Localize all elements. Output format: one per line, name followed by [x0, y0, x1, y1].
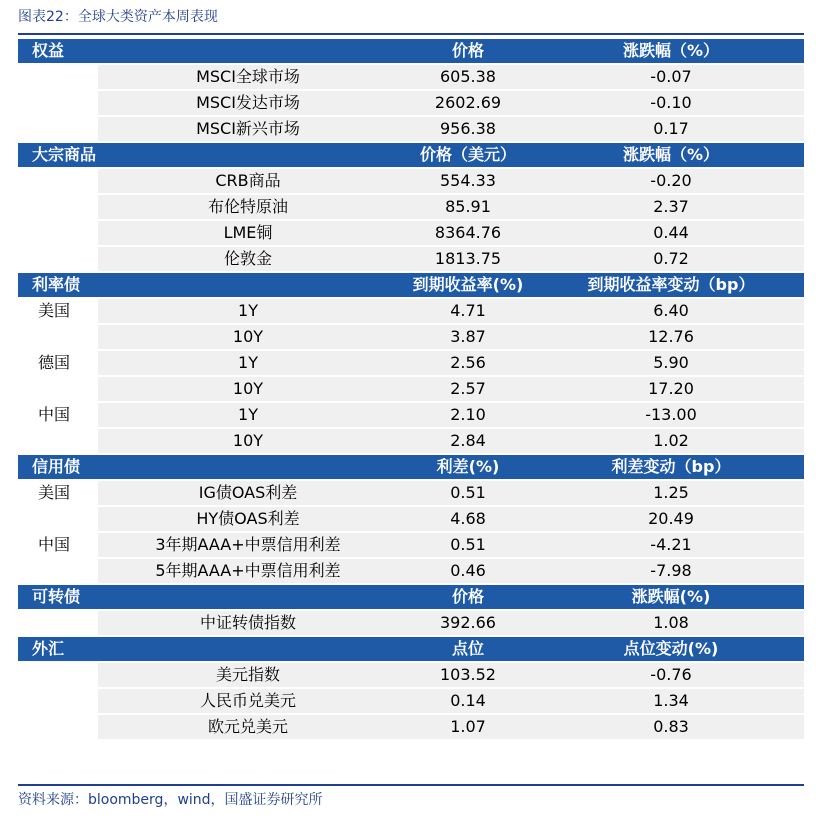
table-row: [18, 247, 804, 271]
table-cell: [18, 221, 98, 245]
table-cell: 17.20: [538, 377, 804, 401]
table-cell: [18, 169, 98, 193]
header-cell: [98, 143, 398, 167]
table-cell: [18, 559, 98, 583]
table-cell: [18, 117, 98, 141]
table-cell: 0.51: [398, 533, 538, 557]
header-cell: 价格（美元）: [398, 143, 538, 167]
table-cell: 德国: [18, 351, 98, 375]
bottom-rule: [18, 784, 804, 786]
table-cell: HY债OAS利差: [98, 507, 398, 531]
table-cell: [18, 429, 98, 453]
table-cell: 85.91: [398, 195, 538, 219]
table-cell: 956.38: [398, 117, 538, 141]
table-row: [18, 689, 804, 713]
table-cell: [18, 325, 98, 349]
table-cell: 1.02: [538, 429, 804, 453]
table-cell: 美元指数: [98, 663, 398, 687]
table-cell: 1.07: [398, 715, 538, 739]
table-cell: [18, 663, 98, 687]
table-cell: 1Y: [98, 351, 398, 375]
section-header: [18, 455, 804, 479]
table-cell: 中证转债指数: [98, 611, 398, 635]
figure-title: 图表22：全球大类资产本周表现: [18, 9, 218, 25]
table-cell: 欧元兑美元: [98, 715, 398, 739]
table-row: [18, 559, 804, 583]
table-cell: 1.25: [538, 481, 804, 505]
header-cell: [98, 39, 398, 63]
header-cell: 价格: [398, 39, 538, 63]
table-cell: 103.52: [398, 663, 538, 687]
header-cell: 利差变动（bp）: [538, 455, 804, 479]
table-row: [18, 533, 804, 557]
table-cell: MSCI发达市场: [98, 91, 398, 115]
table-cell: -7.98: [538, 559, 804, 583]
table-row: [18, 221, 804, 245]
table-row: [18, 611, 804, 635]
header-cell: [98, 455, 398, 479]
header-cell: 外汇: [18, 637, 98, 661]
table-row: [18, 663, 804, 687]
table-cell: 0.51: [398, 481, 538, 505]
header-cell: 到期收益率(%): [398, 273, 538, 297]
header-cell: 涨跌幅(%): [538, 585, 804, 609]
table-row: [18, 91, 804, 115]
table-row: [18, 169, 804, 193]
table-row: [18, 507, 804, 531]
table-cell: 美国: [18, 481, 98, 505]
table-cell: 10Y: [98, 429, 398, 453]
header-cell: 权益: [18, 39, 98, 63]
table-cell: CRB商品: [98, 169, 398, 193]
table-cell: 10Y: [98, 325, 398, 349]
table-cell: 伦敦金: [98, 247, 398, 271]
header-cell: [98, 585, 398, 609]
table-cell: 布伦特原油: [98, 195, 398, 219]
table-cell: -13.00: [538, 403, 804, 427]
header-cell: 大宗商品: [18, 143, 98, 167]
header-cell: 价格: [398, 585, 538, 609]
table-row: [18, 481, 804, 505]
table-cell: 2.10: [398, 403, 538, 427]
header-cell: 利率债: [18, 273, 98, 297]
table-cell: LME铜: [98, 221, 398, 245]
table-cell: [18, 507, 98, 531]
table-cell: 3.87: [398, 325, 538, 349]
table-cell: 20.49: [538, 507, 804, 531]
asset-performance-table: [18, 37, 804, 741]
table-cell: IG债OAS利差: [98, 481, 398, 505]
table-cell: 554.33: [398, 169, 538, 193]
table-cell: 2.57: [398, 377, 538, 401]
source-note: 资料来源：bloomberg，wind，国盛证券研究所: [18, 792, 323, 808]
header-cell: 涨跌幅（%）: [538, 143, 804, 167]
table-cell: 1Y: [98, 299, 398, 323]
table-cell: 392.66: [398, 611, 538, 635]
section-header: [18, 637, 804, 661]
header-cell: 信用债: [18, 455, 98, 479]
table-cell: 0.14: [398, 689, 538, 713]
section-header: [18, 143, 804, 167]
table-cell: 1813.75: [398, 247, 538, 271]
table-cell: 2.37: [538, 195, 804, 219]
table-cell: [18, 65, 98, 89]
table-cell: 2.84: [398, 429, 538, 453]
header-cell: 可转债: [18, 585, 98, 609]
header-cell: [98, 273, 398, 297]
table-cell: 中国: [18, 533, 98, 557]
table-cell: 中国: [18, 403, 98, 427]
table-cell: 8364.76: [398, 221, 538, 245]
table-cell: 美国: [18, 299, 98, 323]
table-cell: -4.21: [538, 533, 804, 557]
top-rule: [18, 33, 804, 35]
section-header: [18, 585, 804, 609]
header-cell: 点位: [398, 637, 538, 661]
table-row: [18, 325, 804, 349]
table-cell: 5.90: [538, 351, 804, 375]
header-cell: [98, 637, 398, 661]
section-header: [18, 273, 804, 297]
table-row: [18, 117, 804, 141]
header-cell: 点位变动(%): [538, 637, 804, 661]
table-cell: 人民币兑美元: [98, 689, 398, 713]
table-cell: 1.34: [538, 689, 804, 713]
header-cell: 涨跌幅（%）: [538, 39, 804, 63]
table-cell: 6.40: [538, 299, 804, 323]
table-cell: 1Y: [98, 403, 398, 427]
table-cell: -0.10: [538, 91, 804, 115]
table-cell: 4.71: [398, 299, 538, 323]
table-cell: [18, 247, 98, 271]
table-cell: 3年期AAA+中票信用利差: [98, 533, 398, 557]
table-row: [18, 403, 804, 427]
table-cell: 10Y: [98, 377, 398, 401]
table-row: [18, 377, 804, 401]
table-cell: 0.44: [538, 221, 804, 245]
table-cell: 1.08: [538, 611, 804, 635]
table-cell: 12.76: [538, 325, 804, 349]
table-cell: [18, 377, 98, 401]
table-row: [18, 65, 804, 89]
table-cell: -0.20: [538, 169, 804, 193]
table-cell: 0.83: [538, 715, 804, 739]
table-row: [18, 715, 804, 739]
table-cell: 605.38: [398, 65, 538, 89]
table-cell: [18, 689, 98, 713]
table-cell: [18, 611, 98, 635]
table-row: [18, 351, 804, 375]
table-cell: 0.17: [538, 117, 804, 141]
table-row: [18, 195, 804, 219]
table-cell: 2.56: [398, 351, 538, 375]
table-cell: [18, 715, 98, 739]
table-cell: 2602.69: [398, 91, 538, 115]
header-cell: 到期收益率变动（bp）: [538, 273, 804, 297]
header-cell: 利差(%): [398, 455, 538, 479]
table-cell: [18, 91, 98, 115]
table-cell: 0.46: [398, 559, 538, 583]
table-cell: 5年期AAA+中票信用利差: [98, 559, 398, 583]
table-row: [18, 429, 804, 453]
table-row: [18, 299, 804, 323]
table-cell: MSCI全球市场: [98, 65, 398, 89]
table-cell: [18, 195, 98, 219]
table-cell: -0.76: [538, 663, 804, 687]
table-cell: MSCI新兴市场: [98, 117, 398, 141]
table-cell: 4.68: [398, 507, 538, 531]
section-header: [18, 39, 804, 63]
table-cell: 0.72: [538, 247, 804, 271]
table-cell: -0.07: [538, 65, 804, 89]
